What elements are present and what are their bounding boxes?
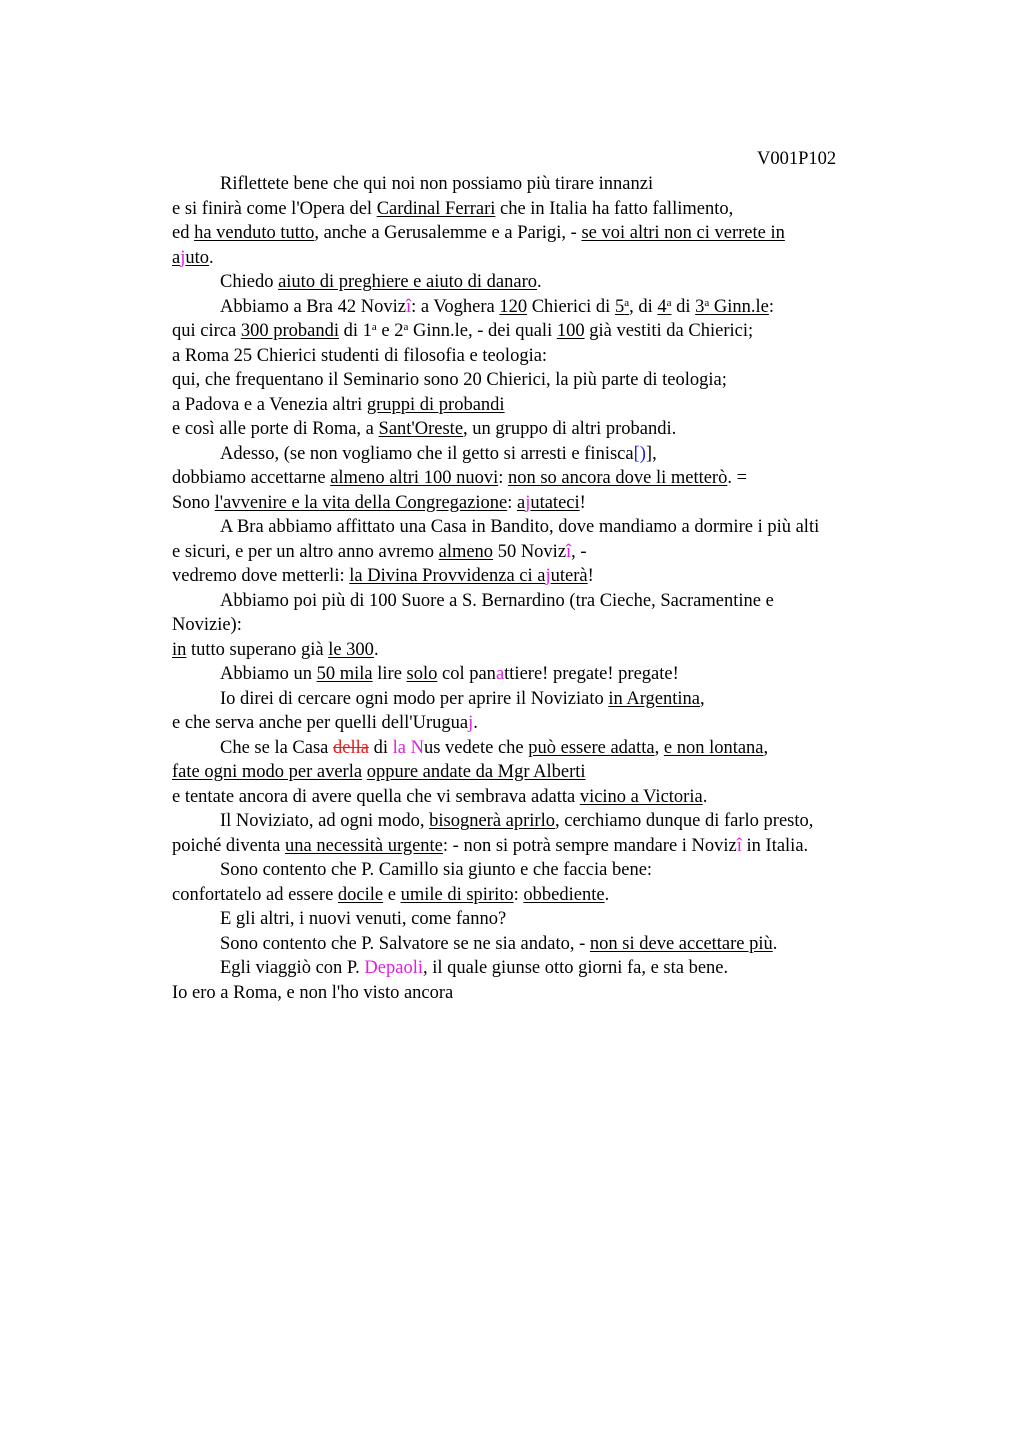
text-run: una necessità urgente <box>285 835 443 856</box>
underline <box>709 297 769 317</box>
text-run: utateci <box>530 492 580 513</box>
text-run: j <box>468 713 474 733</box>
text-run: ed <box>172 223 195 243</box>
text-run: Abbiamo un <box>220 664 317 684</box>
text-line <box>172 981 902 1006</box>
text-run: 100 <box>556 321 585 341</box>
underline <box>379 419 464 439</box>
text-line <box>172 564 902 589</box>
text-run: non so ancora dove li metterò <box>507 468 728 488</box>
text-run: bisognerà aprirlo <box>429 811 555 831</box>
text-line <box>172 809 902 834</box>
text-run: ttiere! pregate! pregate! <box>504 664 679 684</box>
text-run: j <box>525 492 531 513</box>
text-run: e <box>383 884 401 905</box>
text-run: col pan <box>437 664 496 684</box>
underline <box>172 248 180 268</box>
text-run: [ <box>633 443 640 464</box>
text-run: : a Voghera <box>411 296 500 317</box>
text-run: ! <box>587 566 594 586</box>
underline <box>530 493 579 513</box>
text-line <box>172 687 902 712</box>
text-run: Io ero a Roma, e non l'ho visto ancora <box>172 982 454 1003</box>
underline <box>407 664 438 684</box>
text-run: uterà <box>550 566 588 586</box>
text-run: e che serva anche per quelli dell'Urugua <box>172 713 469 733</box>
text-run: non si deve accettare più <box>589 933 773 954</box>
text-run: . <box>373 639 379 660</box>
text-run: a <box>403 321 409 333</box>
text-run: se voi altri non ci verrete in <box>581 223 785 243</box>
text-run: obbediente <box>523 884 605 905</box>
text-run: , il quale giunse otto giorni fa, e sta bene. <box>422 958 729 978</box>
text-run: : - non si potrà sempre mandare i Noviz <box>442 835 737 856</box>
text-line <box>172 246 902 271</box>
text-run: 120 <box>499 296 528 317</box>
text-run: in Italia. <box>741 835 809 856</box>
text-run: qui, che frequentano il Seminario sono 20 Chierici, la più parte di teologia; <box>172 370 727 390</box>
letter-body <box>172 172 902 1005</box>
underline <box>215 493 508 513</box>
text-run: . <box>772 933 778 954</box>
text-run: a <box>172 247 181 268</box>
text-line <box>172 393 902 418</box>
underline <box>657 297 666 317</box>
text-run: oppure andate da Mgr Alberti <box>366 762 586 782</box>
text-run: Depaoli <box>364 958 423 978</box>
text-run: docile <box>337 884 384 905</box>
text-run: ! <box>579 492 586 513</box>
underline <box>278 272 537 292</box>
text-run: di <box>368 737 393 758</box>
text-line <box>172 613 902 638</box>
text-run: che in Italia ha fatto fallimento, <box>495 198 734 219</box>
text-run: Abbiamo poi più di 100 Suore a S. Bernardino (tra Cieche, Sacramentine e <box>220 590 774 611</box>
text-run: e sicuri, e per un altro anno avremo <box>172 541 439 562</box>
underline <box>581 223 784 243</box>
text-run: Riflettete bene che qui noi non possiamo più tirare innanzi <box>220 174 654 194</box>
underline <box>615 297 624 317</box>
text-run: può essere adatta <box>528 737 655 758</box>
text-run: j <box>180 247 186 268</box>
underline <box>557 321 585 341</box>
text-run: tutto superano già <box>186 639 329 660</box>
text-line <box>172 638 902 663</box>
text-run: della <box>333 737 369 758</box>
text-run: , <box>700 688 705 709</box>
underline <box>185 248 209 268</box>
text-run: Novizie): <box>172 615 242 635</box>
text-line <box>172 956 902 981</box>
underline <box>590 934 773 954</box>
text-run: Io direi di cercare ogni modo per aprire il Noviziato <box>220 688 609 709</box>
text-run: vedremo dove metterli: <box>172 566 350 586</box>
text-run: Che se la Casa <box>220 737 334 758</box>
text-line <box>172 417 902 442</box>
text-line <box>172 834 902 859</box>
underline <box>172 640 186 660</box>
underline <box>429 811 555 831</box>
text-line <box>172 711 902 736</box>
text-run: poiché diventa <box>172 835 286 856</box>
text-run: la Divina Provvidenza ci a <box>349 566 546 586</box>
text-run: . = <box>727 468 748 488</box>
text-run: a Padova e a Venezia altri <box>172 394 367 415</box>
text-run: dobbiamo accettarne <box>172 468 331 488</box>
text-run: umile di spirito <box>400 884 514 905</box>
text-run: 3 <box>695 296 705 317</box>
text-run: î <box>406 296 412 317</box>
text-line <box>172 295 902 320</box>
text-run: Ginn.le <box>709 296 769 317</box>
text-run: Egli viaggiò con P. <box>220 958 365 978</box>
text-run: î <box>566 541 572 562</box>
text-line <box>172 907 902 932</box>
text-run: Adesso, (se non vogliamo che il getto si arresti e finisca <box>220 443 634 464</box>
text-run: e 2 <box>376 321 404 341</box>
text-run: Sono contento che P. Salvatore se ne sia andato, - <box>220 933 590 954</box>
text-run: : <box>507 492 517 513</box>
text-run: , <box>763 737 769 758</box>
text-run: Sono <box>172 492 215 513</box>
text-run: uto <box>185 247 209 268</box>
underline <box>328 640 374 660</box>
text-run: : <box>498 468 508 488</box>
text-line <box>172 442 902 467</box>
text-run: 50 Noviz <box>493 541 567 562</box>
text-run: Abbiamo a Bra 42 Noviz <box>220 296 406 317</box>
text-run: , <box>654 737 664 758</box>
text-run: aiuto di preghiere e aiuto di danaro <box>278 272 537 292</box>
text-line <box>172 270 902 295</box>
text-line <box>172 491 902 516</box>
text-run: vicino a Victoria <box>579 786 703 807</box>
text-run: : <box>513 884 524 905</box>
text-line <box>172 368 902 393</box>
text-run: . <box>604 884 610 905</box>
text-line <box>172 760 902 785</box>
text-run: le 300 <box>328 639 374 660</box>
text-line <box>172 932 902 957</box>
text-run: la N <box>392 737 424 758</box>
text-run: ha venduto tutto <box>194 223 315 243</box>
underline <box>664 738 764 758</box>
text-run: Chierici di <box>527 296 615 317</box>
underline <box>172 762 362 782</box>
underline <box>317 664 373 684</box>
text-run: j <box>545 566 551 586</box>
underline <box>508 468 727 488</box>
text-run: a <box>516 492 526 513</box>
text-line <box>172 515 902 540</box>
text-run: . <box>702 786 708 807</box>
underline <box>241 321 339 341</box>
underline <box>439 542 493 562</box>
underline <box>528 738 654 758</box>
text-line <box>172 344 902 369</box>
text-run: di <box>671 296 696 317</box>
text-run: già vestiti da Chierici; <box>584 321 754 341</box>
text-run: lire <box>372 664 407 684</box>
text-run: e non lontana <box>663 737 764 758</box>
text-run: e tentate ancora di avere quella che vi sembrava adatta <box>172 786 580 807</box>
text-run: . <box>473 713 478 733</box>
text-run: ], <box>645 443 657 464</box>
text-line <box>172 319 902 344</box>
underline <box>401 885 514 905</box>
text-run: . <box>536 272 542 292</box>
text-run: , - <box>571 541 587 562</box>
text-line <box>172 883 902 908</box>
underline <box>523 885 604 905</box>
text-run: almeno <box>438 541 494 562</box>
text-run: in Argentina <box>608 688 700 709</box>
underline <box>517 493 525 513</box>
text-run: Sono contento che P. Camillo sia giunto e che faccia bene: <box>220 860 653 880</box>
text-run: E gli altri, i nuovi venuti, come fanno? <box>220 909 507 929</box>
text-run: e così alle porte di Roma, a <box>172 419 379 439</box>
text-run: l'avvenire e la vita della Congregazione <box>214 492 508 513</box>
underline <box>367 762 586 782</box>
underline <box>551 566 588 586</box>
text-run: us vedete che <box>423 737 529 758</box>
text-run: e si finirà come l'Opera del <box>172 198 377 219</box>
text-run: a <box>495 664 505 684</box>
text-run: almeno altri 100 nuovi <box>330 468 499 488</box>
underline <box>608 689 700 709</box>
text-run: 5 <box>614 296 625 317</box>
underline <box>330 468 498 488</box>
text-run: î <box>736 835 742 856</box>
text-run: ) <box>639 443 646 464</box>
text-line <box>172 172 902 197</box>
text-run: , anche a Gerusalemme e a Parigi, - <box>314 223 582 243</box>
text-run: gruppi di probandi <box>366 394 505 415</box>
text-line <box>172 736 902 761</box>
text-run: di 1 <box>338 321 372 341</box>
text-line <box>172 197 902 222</box>
underline <box>194 223 314 243</box>
text-run: Chiedo <box>220 272 279 292</box>
text-line <box>172 221 902 246</box>
text-run: a Roma 25 Chierici studenti di filosofia e teologia: <box>172 345 548 366</box>
text-line <box>172 466 902 491</box>
text-run: a <box>371 321 377 333</box>
text-run: , cerchiamo dunque di farlo presto, <box>555 811 814 831</box>
document-reference-code: V001P102 <box>757 149 837 169</box>
text-run: a <box>624 296 630 309</box>
text-run: . <box>209 247 214 268</box>
text-line <box>172 785 902 810</box>
text-run: qui circa <box>172 321 241 341</box>
text-run: a <box>704 296 710 309</box>
underline <box>285 836 443 856</box>
text-run: , di <box>629 296 658 317</box>
underline <box>499 297 527 317</box>
underline <box>580 787 703 807</box>
text-run: Il Noviziato, ad ogni modo, <box>220 811 430 831</box>
text-line <box>172 540 902 565</box>
text-run: : <box>768 296 775 317</box>
text-line <box>172 858 902 883</box>
text-run: 300 probandi <box>240 321 339 341</box>
underline <box>377 199 496 219</box>
text-run: a <box>666 296 672 309</box>
underline <box>367 395 505 415</box>
text-run: in <box>172 639 187 660</box>
text-run: Ginn.le, - dei quali <box>408 321 557 341</box>
text-run: 4 <box>657 296 667 317</box>
text-line <box>172 662 902 687</box>
text-line <box>172 589 902 614</box>
text-run: confortatelo ad essere <box>172 884 338 905</box>
underline <box>695 297 704 317</box>
text-run: Cardinal Ferrari <box>376 198 496 219</box>
text-run: , un gruppo di altri probandi. <box>463 419 677 439</box>
underline <box>349 566 545 586</box>
text-run: solo <box>406 664 438 684</box>
text-run: fate ogni modo per averla <box>172 762 363 782</box>
underline <box>338 885 383 905</box>
text-run: Sant'Oreste <box>378 419 464 439</box>
text-run: A Bra abbiamo affittato una Casa in Bandito, dove mandiamo a dormire i più alti <box>220 517 820 537</box>
text-run: 50 mila <box>316 664 373 684</box>
